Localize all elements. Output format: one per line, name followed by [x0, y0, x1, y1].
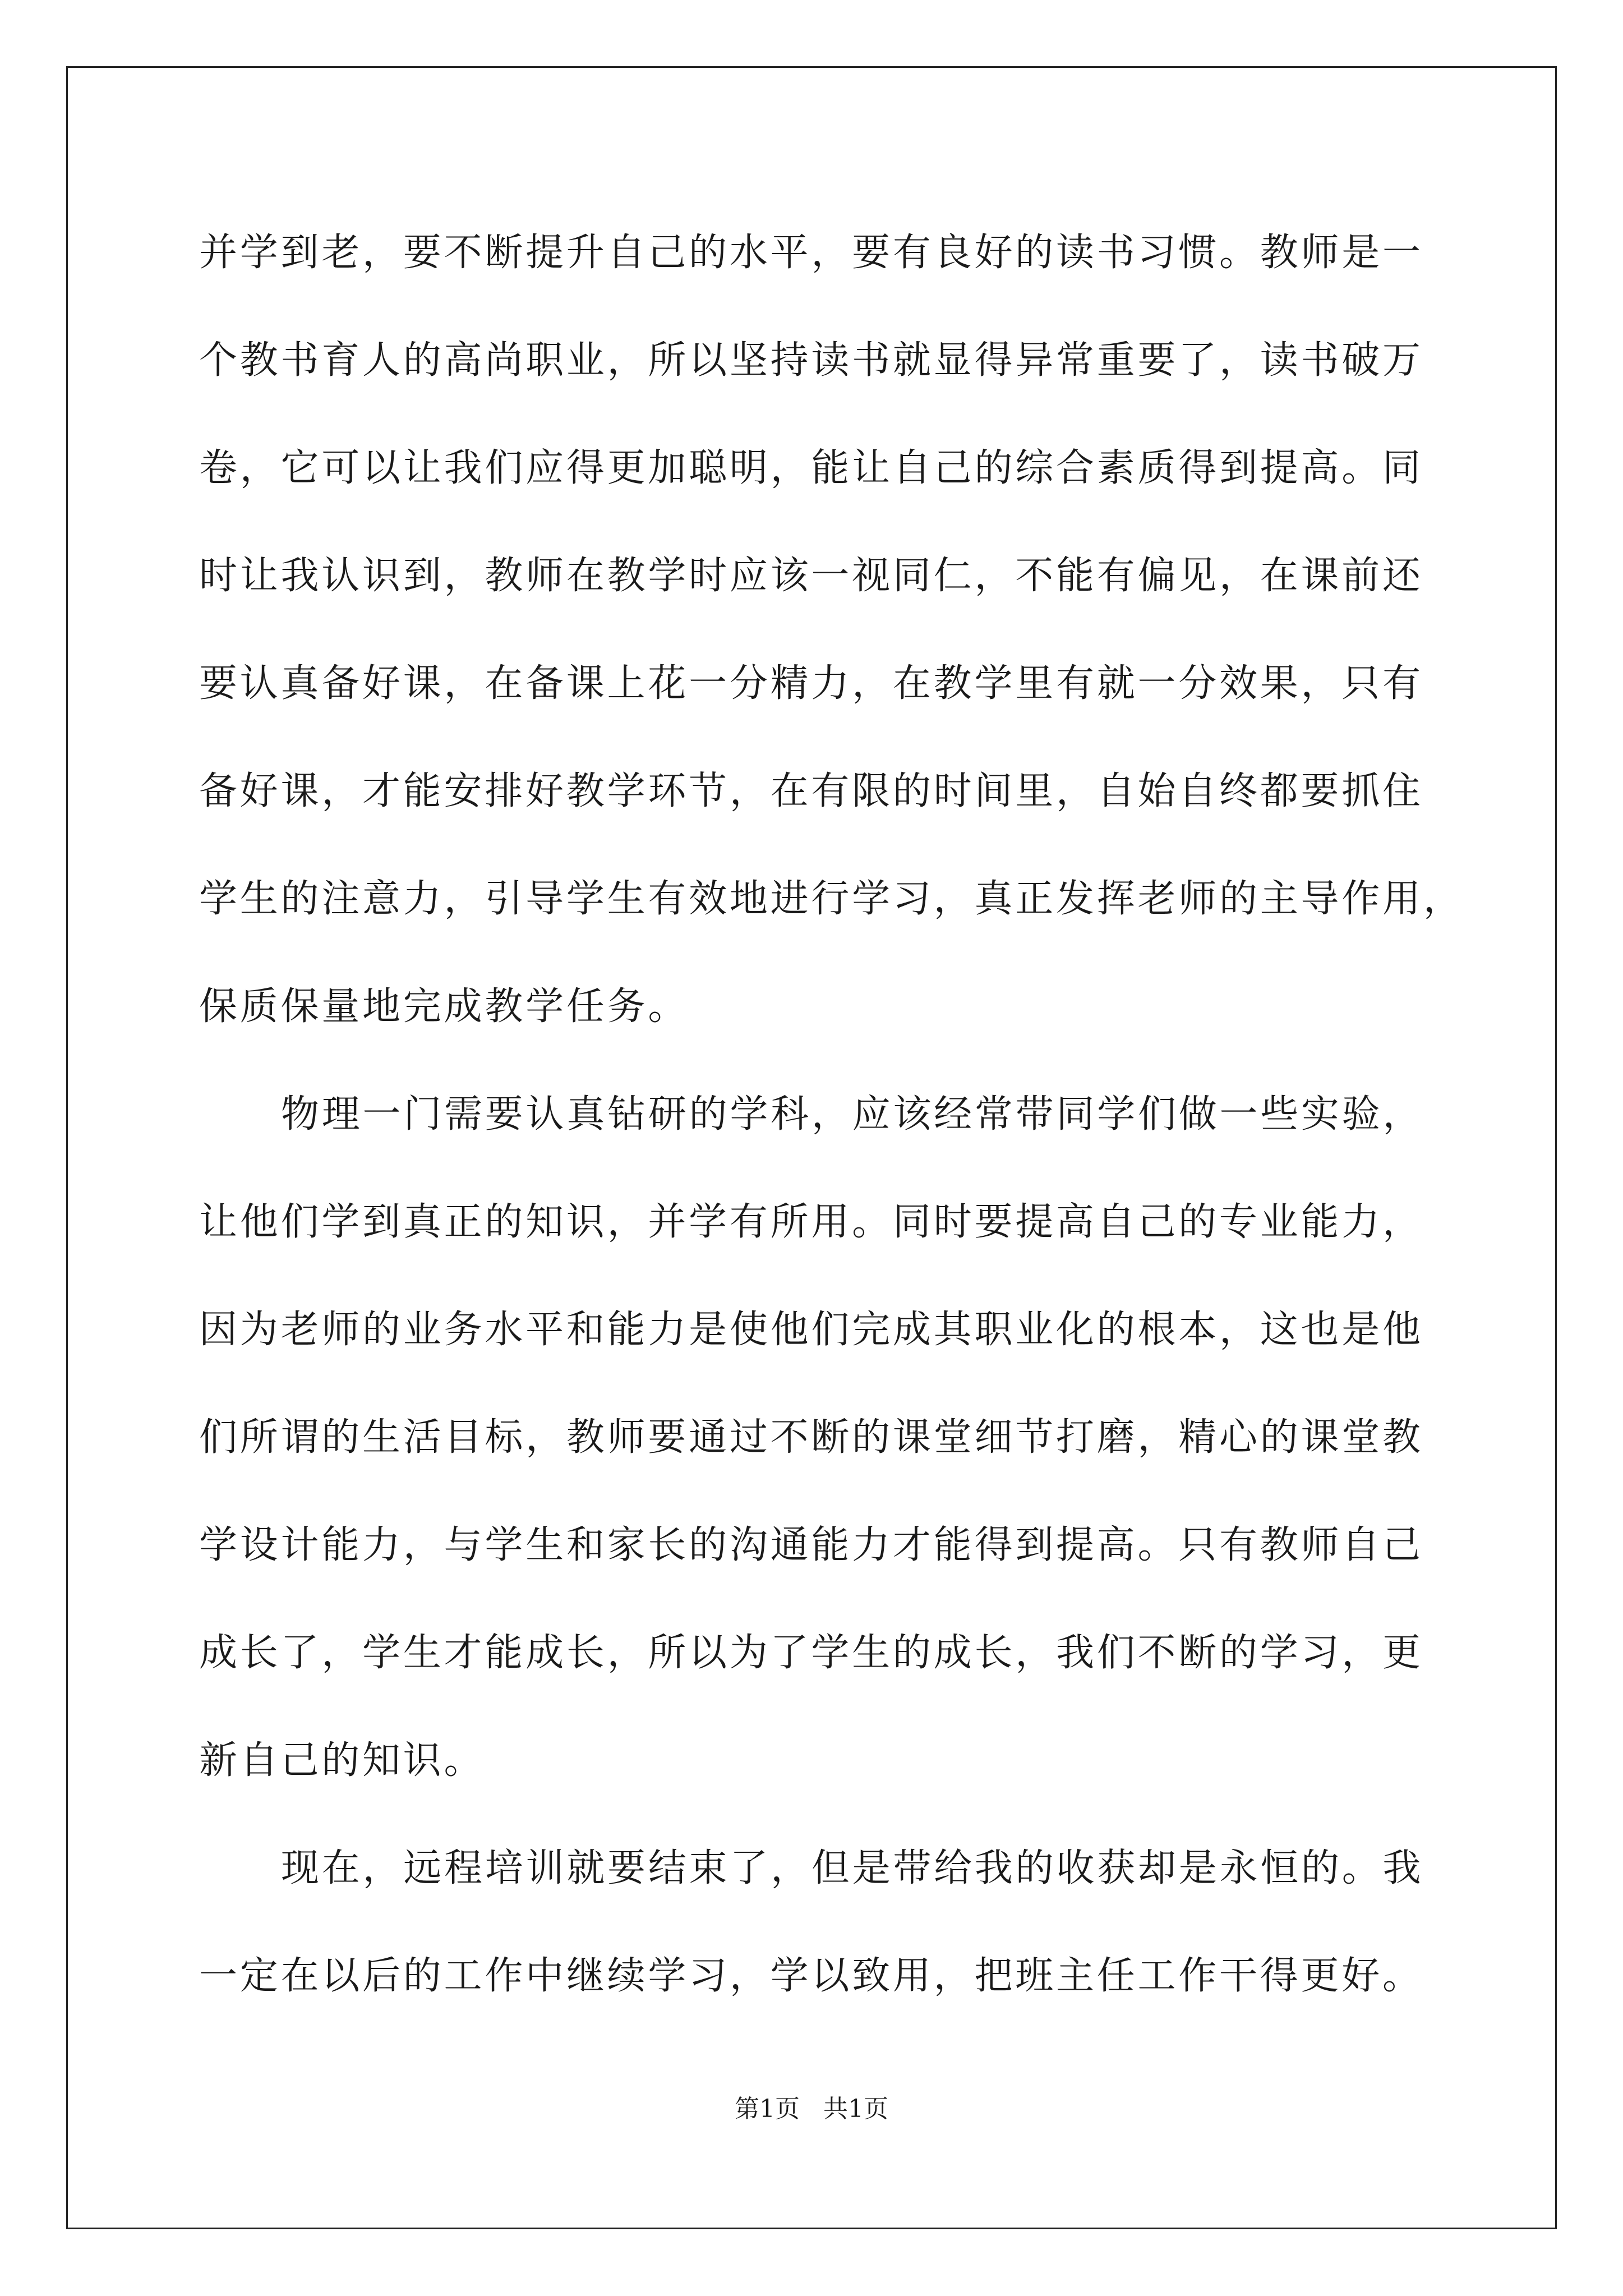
- text-line: 时让我认识到，教师在教学时应该一视同仁，不能有偏见，在课前还: [199, 554, 1423, 598]
- text-line: 卷，它可以让我们应得更加聪明，能让自己的综合素质得到提高。同: [199, 446, 1423, 490]
- text-line: 一定在以后的工作中继续学习，学以致用，把班主任工作干得更好。: [199, 1954, 1423, 1998]
- text-line: 要认真备好课，在备课上花一分精力，在教学里有就一分效果，只有: [199, 661, 1423, 706]
- text-line: 因为老师的业务水平和能力是使他们完成其职业化的根本，这也是他: [199, 1308, 1423, 1352]
- text-line: 学生的注意力，引导学生有效地进行学习，真正发挥老师的主导作用，: [199, 877, 1464, 921]
- text-line: 成长了，学生才能成长，所以为了学生的成长，我们不断的学习，更: [199, 1631, 1423, 1675]
- text-line: 并学到老，要不断提升自己的水平，要有良好的读书习惯。教师是一: [199, 231, 1423, 275]
- paragraph-first-line: 物理一门需要认真钻研的学科，应该经常带同学们做一些实验，: [281, 1092, 1424, 1137]
- page-number-footer: 第1页 共1页: [735, 2095, 888, 2123]
- paragraph-first-line: 现在，远程培训就要结束了，但是带给我的收获却是永恒的。我: [281, 1846, 1424, 1890]
- text-line: 让他们学到真正的知识，并学有所用。同时要提高自己的专业能力，: [199, 1200, 1423, 1244]
- text-line: 学设计能力，与学生和家长的沟通能力才能得到提高。只有教师自己: [199, 1523, 1423, 1567]
- text-line: 保质保量地完成教学任务。: [199, 984, 689, 1029]
- text-line: 备好课，才能安排好教学环节，在有限的时间里，自始自终都要抓住: [199, 769, 1423, 813]
- text-line: 新自己的知识。: [199, 1738, 485, 1783]
- document-body: [199, 199, 1464, 2030]
- text-line: 们所谓的生活目标，教师要通过不断的课堂细节打磨，精心的课堂教: [199, 1415, 1423, 1460]
- text-line: 个教书育人的高尚职业，所以坚持读书就显得异常重要了，读书破万: [199, 338, 1423, 383]
